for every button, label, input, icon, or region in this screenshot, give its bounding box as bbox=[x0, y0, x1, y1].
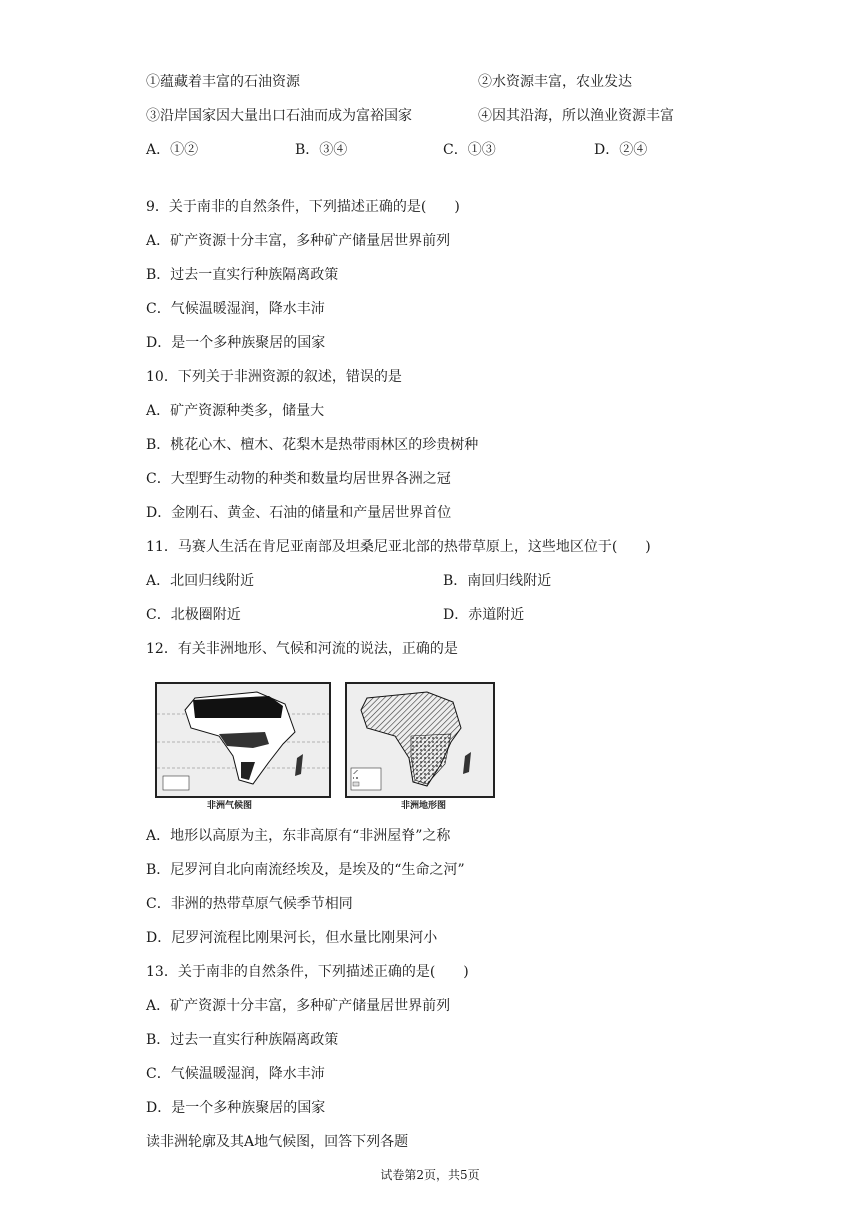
q9-option-a: A．矿产资源十分丰富，多种矿产储量居世界前列 bbox=[146, 233, 451, 249]
q13-option-b: B．过去一直实行种族隔离政策 bbox=[146, 1032, 339, 1048]
africa-climate-map bbox=[155, 682, 331, 798]
q13-option-a: A．矿产资源十分丰富，多种矿产储量居世界前列 bbox=[146, 998, 451, 1014]
q11-option-c: C．北极圈附近 bbox=[146, 607, 241, 623]
q11-stem: 11．马赛人生活在肯尼亚南部及坦桑尼亚北部的热带草原上，这些地区位于( ) bbox=[146, 539, 651, 555]
q8-statement-3: ③沿岸国家因大量出口石油而成为富裕国家 bbox=[146, 108, 412, 124]
q12-option-b: B．尼罗河自北向南流经埃及，是埃及的“生命之河” bbox=[146, 862, 465, 878]
q8-option-d: D．②④ bbox=[594, 142, 648, 158]
q8-statement-4: ④因其沿海，所以渔业资源丰富 bbox=[478, 108, 674, 124]
q9-option-b: B．过去一直实行种族隔离政策 bbox=[146, 267, 339, 283]
q10-option-b: B．桃花心木、檀木、花梨木是热带雨林区的珍贵树种 bbox=[146, 437, 479, 453]
q10-option-d: D．金刚石、黄金、石油的储量和产量居世界首位 bbox=[146, 505, 452, 521]
africa-landform-map-image bbox=[347, 684, 493, 796]
africa-landform-map bbox=[345, 682, 495, 798]
q10-option-c: C．大型野生动物的种类和数量均居世界各洲之冠 bbox=[146, 471, 451, 487]
africa-climate-map-image bbox=[157, 684, 329, 796]
q10-option-a: A．矿产资源种类多，储量大 bbox=[146, 403, 325, 419]
q12-option-c: C．非洲的热带草原气候季节相同 bbox=[146, 896, 353, 912]
q13-option-d: D．是一个多种族聚居的国家 bbox=[146, 1100, 326, 1116]
landform-map-caption: 非洲地形图 bbox=[401, 801, 447, 811]
q9-option-c: C．气候温暖湿润，降水丰沛 bbox=[146, 301, 325, 317]
q11-option-a: A．北回归线附近 bbox=[146, 573, 255, 589]
q8-option-c: C．①③ bbox=[443, 142, 496, 158]
q8-option-b: B．③④ bbox=[295, 142, 348, 158]
q12-option-d: D．尼罗河流程比刚果河长，但水量比刚果河小 bbox=[146, 930, 438, 946]
q9-stem: 9．关于南非的自然条件，下列描述正确的是( ) bbox=[146, 199, 460, 215]
q11-option-d: D．赤道附近 bbox=[443, 607, 525, 623]
q9-option-d: D．是一个多种族聚居的国家 bbox=[146, 335, 326, 351]
next-section-intro: 读非洲轮廓及其A地气候图，回答下列各题 bbox=[146, 1134, 409, 1150]
q13-stem: 13．关于南非的自然条件，下列描述正确的是( ) bbox=[146, 964, 469, 980]
q10-stem: 10．下列关于非洲资源的叙述，错误的是 bbox=[146, 369, 402, 385]
page-footer: 试卷第2页，共5页 bbox=[380, 1168, 480, 1182]
q11-option-b: B．南回归线附近 bbox=[443, 573, 552, 589]
q8-option-a: A．①② bbox=[146, 142, 199, 158]
q8-statement-1: ①蕴藏着丰富的石油资源 bbox=[146, 74, 300, 90]
q12-stem: 12．有关非洲地形、气候和河流的说法，正确的是 bbox=[146, 641, 458, 657]
q13-option-c: C．气候温暖湿润，降水丰沛 bbox=[146, 1066, 325, 1082]
q12-option-a: A．地形以高原为主，东非高原有“非洲屋脊”之称 bbox=[146, 828, 451, 844]
climate-map-caption: 非洲气候图 bbox=[207, 801, 253, 811]
q8-statement-2: ②水资源丰富，农业发达 bbox=[478, 74, 632, 90]
